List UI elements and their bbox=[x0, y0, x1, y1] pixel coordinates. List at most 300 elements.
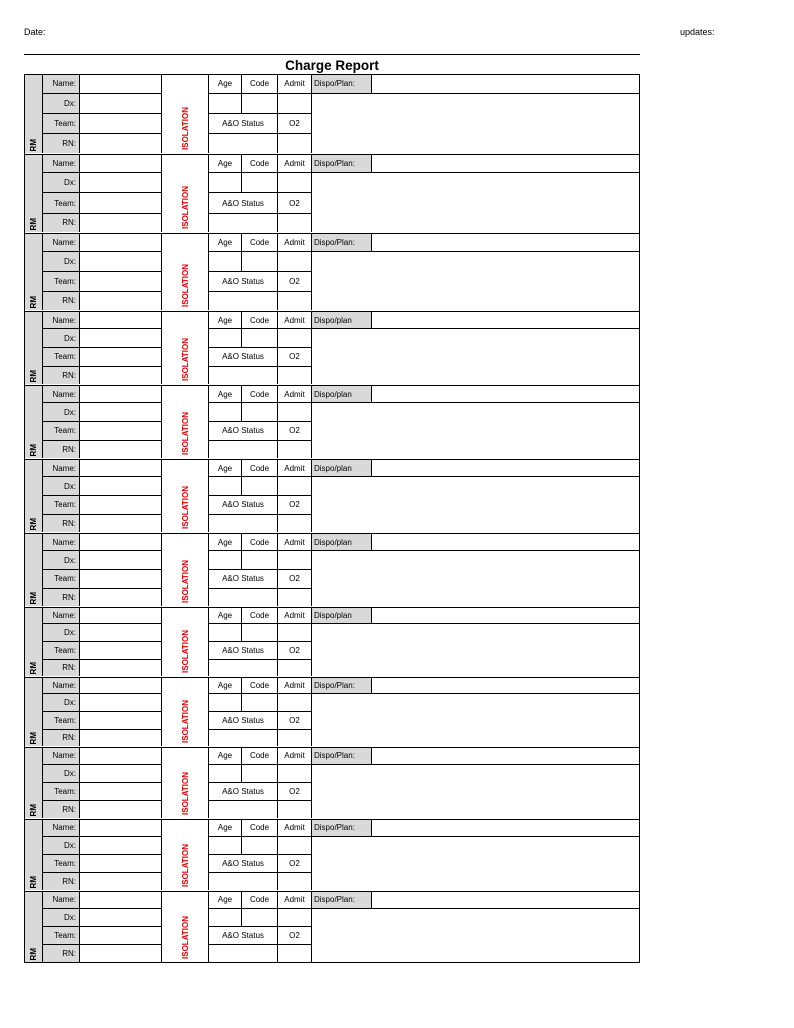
dispo-field[interactable] bbox=[372, 460, 639, 477]
isolation-text: ISOLATION bbox=[180, 916, 190, 959]
plan-area[interactable] bbox=[372, 765, 639, 818]
plan-area[interactable] bbox=[372, 403, 639, 458]
ao-status-field[interactable] bbox=[209, 214, 278, 232]
o2-field[interactable] bbox=[278, 515, 312, 532]
code-label: Code bbox=[242, 234, 278, 252]
dx-label: Dx: bbox=[43, 329, 80, 348]
plan-left-area[interactable] bbox=[312, 909, 372, 962]
plan-area[interactable] bbox=[372, 173, 639, 232]
dispo-field[interactable] bbox=[372, 155, 639, 173]
rn-field[interactable] bbox=[80, 441, 162, 458]
code-label: Code bbox=[242, 75, 278, 94]
dispo-label: Dispo/Plan: bbox=[312, 234, 372, 252]
ao-status-label: A&O Status bbox=[209, 570, 278, 589]
rm-text: RM bbox=[29, 443, 38, 456]
rn-label: RN: bbox=[43, 441, 80, 458]
rn-label: RN: bbox=[43, 945, 80, 962]
name-label: Name: bbox=[43, 892, 80, 909]
rn-field[interactable] bbox=[80, 134, 162, 153]
rm-text: RM bbox=[29, 803, 38, 816]
plan-area[interactable] bbox=[372, 329, 639, 384]
admit-label: Admit bbox=[278, 75, 312, 94]
code-label: Code bbox=[242, 460, 278, 477]
admit-label: Admit bbox=[278, 234, 312, 252]
plan-left-area[interactable] bbox=[312, 837, 372, 890]
admit-label: Admit bbox=[278, 608, 312, 624]
team-label: Team: bbox=[43, 783, 80, 801]
isolation-label bbox=[162, 892, 209, 962]
age-label: Age bbox=[209, 234, 242, 252]
dx-field[interactable] bbox=[80, 94, 162, 114]
admit-label: Admit bbox=[278, 892, 312, 909]
dispo-label: Dispo/plan bbox=[312, 460, 372, 477]
name-field[interactable] bbox=[80, 678, 162, 694]
o2-field[interactable] bbox=[278, 134, 312, 153]
plan-area[interactable] bbox=[372, 694, 639, 746]
name-label: Name: bbox=[43, 748, 80, 765]
o2-label: O2 bbox=[278, 272, 312, 292]
patient-block bbox=[24, 819, 640, 891]
isolation-label bbox=[162, 234, 209, 310]
age-field[interactable] bbox=[209, 765, 242, 783]
isolation-text: ISOLATION bbox=[180, 107, 190, 150]
isolation-label bbox=[162, 460, 209, 532]
rn-label: RN: bbox=[43, 660, 80, 676]
rn-label: RN: bbox=[43, 873, 80, 890]
admit-label: Admit bbox=[278, 386, 312, 403]
code-field[interactable] bbox=[242, 173, 278, 193]
code-field[interactable] bbox=[242, 252, 278, 272]
patient-block bbox=[24, 533, 640, 607]
ao-status-label: A&O Status bbox=[209, 712, 278, 730]
team-field[interactable] bbox=[80, 114, 162, 134]
admit-label: Admit bbox=[278, 312, 312, 329]
rm-text: RM bbox=[29, 661, 38, 674]
plan-left-area[interactable] bbox=[312, 252, 372, 310]
admit-label: Admit bbox=[278, 820, 312, 837]
team-field[interactable] bbox=[80, 496, 162, 515]
dispo-field[interactable] bbox=[372, 608, 639, 624]
dx-label: Dx: bbox=[43, 403, 80, 422]
dispo-field[interactable] bbox=[372, 534, 639, 551]
rn-field[interactable] bbox=[80, 660, 162, 676]
patient-block bbox=[24, 677, 640, 747]
team-label: Team: bbox=[43, 642, 80, 660]
age-label: Age bbox=[209, 75, 242, 94]
name-label: Name: bbox=[43, 155, 80, 173]
admit-field[interactable] bbox=[278, 329, 312, 348]
rm-label bbox=[25, 534, 43, 606]
dx-field[interactable] bbox=[80, 477, 162, 496]
dx-field[interactable] bbox=[80, 837, 162, 855]
rm-label bbox=[25, 678, 43, 746]
o2-label: O2 bbox=[278, 348, 312, 367]
rm-label bbox=[25, 312, 43, 384]
rn-label: RN: bbox=[43, 214, 80, 232]
age-label: Age bbox=[209, 312, 242, 329]
name-field[interactable] bbox=[80, 386, 162, 403]
name-field[interactable] bbox=[80, 75, 162, 94]
admit-field[interactable] bbox=[278, 403, 312, 422]
rm-text: RM bbox=[29, 369, 38, 382]
updates-label: updates: bbox=[680, 27, 715, 37]
code-field[interactable] bbox=[242, 909, 278, 927]
age-label: Age bbox=[209, 820, 242, 837]
plan-area[interactable] bbox=[372, 624, 639, 676]
patient-block bbox=[24, 459, 640, 533]
patient-block bbox=[24, 311, 640, 385]
code-label: Code bbox=[242, 155, 278, 173]
isolation-label bbox=[162, 312, 209, 384]
dx-label: Dx: bbox=[43, 252, 80, 272]
o2-field[interactable] bbox=[278, 589, 312, 606]
age-label: Age bbox=[209, 155, 242, 173]
ao-status-field[interactable] bbox=[209, 367, 278, 384]
age-field[interactable] bbox=[209, 94, 242, 114]
plan-area[interactable] bbox=[372, 477, 639, 532]
patient-block bbox=[24, 891, 640, 963]
isolation-text: ISOLATION bbox=[180, 560, 190, 603]
rn-label: RN: bbox=[43, 515, 80, 532]
admit-field[interactable] bbox=[278, 909, 312, 927]
team-field[interactable] bbox=[80, 927, 162, 945]
name-field[interactable] bbox=[80, 234, 162, 252]
dispo-field[interactable] bbox=[372, 386, 639, 403]
o2-field[interactable] bbox=[278, 873, 312, 890]
isolation-text: ISOLATION bbox=[180, 700, 190, 743]
rm-text: RM bbox=[29, 217, 38, 230]
team-label: Team: bbox=[43, 422, 80, 441]
patient-block bbox=[24, 154, 640, 233]
code-label: Code bbox=[242, 386, 278, 403]
admit-label: Admit bbox=[278, 748, 312, 765]
age-label: Age bbox=[209, 678, 242, 694]
dx-field[interactable] bbox=[80, 252, 162, 272]
age-field[interactable] bbox=[209, 624, 242, 642]
age-field[interactable] bbox=[209, 403, 242, 422]
dx-field[interactable] bbox=[80, 765, 162, 783]
age-label: Age bbox=[209, 386, 242, 403]
isolation-label bbox=[162, 386, 209, 458]
dispo-label: Dispo/Plan: bbox=[312, 155, 372, 173]
team-label: Team: bbox=[43, 927, 80, 945]
isolation-label bbox=[162, 678, 209, 746]
ao-status-field[interactable] bbox=[209, 515, 278, 532]
dx-label: Dx: bbox=[43, 765, 80, 783]
ao-status-label: A&O Status bbox=[209, 855, 278, 873]
admit-field[interactable] bbox=[278, 624, 312, 642]
dx-field[interactable] bbox=[80, 694, 162, 712]
code-field[interactable] bbox=[242, 403, 278, 422]
o2-field[interactable] bbox=[278, 214, 312, 232]
isolation-label bbox=[162, 608, 209, 676]
dx-field[interactable] bbox=[80, 329, 162, 348]
ao-status-field[interactable] bbox=[209, 441, 278, 458]
dispo-label: Dispo/plan bbox=[312, 608, 372, 624]
age-label: Age bbox=[209, 748, 242, 765]
dispo-field[interactable] bbox=[372, 892, 639, 909]
rm-text: RM bbox=[29, 875, 38, 888]
plan-left-area[interactable] bbox=[312, 173, 372, 232]
dx-label: Dx: bbox=[43, 837, 80, 855]
age-field[interactable] bbox=[209, 909, 242, 927]
o2-field[interactable] bbox=[278, 730, 312, 746]
code-field[interactable] bbox=[242, 765, 278, 783]
admit-label: Admit bbox=[278, 678, 312, 694]
plan-left-area[interactable] bbox=[312, 551, 372, 606]
team-label: Team: bbox=[43, 114, 80, 134]
isolation-text: ISOLATION bbox=[180, 412, 190, 455]
plan-left-area[interactable] bbox=[312, 765, 372, 818]
ao-status-label: A&O Status bbox=[209, 272, 278, 292]
ao-status-label: A&O Status bbox=[209, 348, 278, 367]
o2-field[interactable] bbox=[278, 292, 312, 310]
team-field[interactable] bbox=[80, 855, 162, 873]
dispo-field[interactable] bbox=[372, 75, 639, 94]
rm-label bbox=[25, 892, 43, 962]
rn-field[interactable] bbox=[80, 945, 162, 962]
o2-label: O2 bbox=[278, 642, 312, 660]
age-label: Age bbox=[209, 460, 242, 477]
admit-label: Admit bbox=[278, 155, 312, 173]
dx-label: Dx: bbox=[43, 173, 80, 193]
admit-field[interactable] bbox=[278, 477, 312, 496]
age-label: Age bbox=[209, 608, 242, 624]
dx-field[interactable] bbox=[80, 624, 162, 642]
team-field[interactable] bbox=[80, 193, 162, 213]
rn-field[interactable] bbox=[80, 873, 162, 890]
admit-field[interactable] bbox=[278, 551, 312, 570]
plan-left-area[interactable] bbox=[312, 94, 372, 153]
dispo-field[interactable] bbox=[372, 312, 639, 329]
dx-field[interactable] bbox=[80, 551, 162, 570]
dispo-field[interactable] bbox=[372, 820, 639, 837]
admit-label: Admit bbox=[278, 534, 312, 551]
isolation-label bbox=[162, 75, 209, 153]
team-label: Team: bbox=[43, 348, 80, 367]
rn-field[interactable] bbox=[80, 515, 162, 532]
age-field[interactable] bbox=[209, 173, 242, 193]
age-field[interactable] bbox=[209, 329, 242, 348]
plan-left-area[interactable] bbox=[312, 694, 372, 746]
plan-area[interactable] bbox=[372, 909, 639, 962]
name-label: Name: bbox=[43, 608, 80, 624]
o2-label: O2 bbox=[278, 114, 312, 134]
rn-field[interactable] bbox=[80, 292, 162, 310]
team-field[interactable] bbox=[80, 348, 162, 367]
name-field[interactable] bbox=[80, 608, 162, 624]
team-label: Team: bbox=[43, 496, 80, 515]
rn-field[interactable] bbox=[80, 589, 162, 606]
report-title: Charge Report bbox=[285, 58, 379, 73]
rm-text: RM bbox=[29, 947, 38, 960]
dispo-label: Dispo/Plan: bbox=[312, 748, 372, 765]
o2-field[interactable] bbox=[278, 367, 312, 384]
name-field[interactable] bbox=[80, 748, 162, 765]
dx-label: Dx: bbox=[43, 551, 80, 570]
age-label: Age bbox=[209, 892, 242, 909]
name-label: Name: bbox=[43, 75, 80, 94]
team-field[interactable] bbox=[80, 642, 162, 660]
name-field[interactable] bbox=[80, 820, 162, 837]
ao-status-field[interactable] bbox=[209, 134, 278, 153]
admit-field[interactable] bbox=[278, 694, 312, 712]
ao-status-label: A&O Status bbox=[209, 783, 278, 801]
dispo-field[interactable] bbox=[372, 678, 639, 694]
ao-status-field[interactable] bbox=[209, 801, 278, 818]
patient-block bbox=[24, 607, 640, 677]
dx-field[interactable] bbox=[80, 173, 162, 193]
patient-block bbox=[24, 385, 640, 459]
rn-label: RN: bbox=[43, 801, 80, 818]
code-field[interactable] bbox=[242, 624, 278, 642]
name-label: Name: bbox=[43, 312, 80, 329]
dx-label: Dx: bbox=[43, 94, 80, 114]
team-field[interactable] bbox=[80, 712, 162, 730]
plan-left-area[interactable] bbox=[312, 403, 372, 458]
team-field[interactable] bbox=[80, 422, 162, 441]
code-label: Code bbox=[242, 608, 278, 624]
rm-text: RM bbox=[29, 591, 38, 604]
name-field[interactable] bbox=[80, 155, 162, 173]
rm-label bbox=[25, 748, 43, 818]
isolation-label bbox=[162, 820, 209, 890]
rn-field[interactable] bbox=[80, 801, 162, 818]
plan-area[interactable] bbox=[372, 252, 639, 310]
isolation-text: ISOLATION bbox=[180, 186, 190, 229]
isolation-text: ISOLATION bbox=[180, 772, 190, 815]
dispo-field[interactable] bbox=[372, 748, 639, 765]
name-label: Name: bbox=[43, 678, 80, 694]
code-field[interactable] bbox=[242, 551, 278, 570]
code-field[interactable] bbox=[242, 94, 278, 114]
patient-block bbox=[24, 233, 640, 311]
rm-label bbox=[25, 608, 43, 676]
admit-field[interactable] bbox=[278, 765, 312, 783]
o2-field[interactable] bbox=[278, 801, 312, 818]
team-label: Team: bbox=[43, 570, 80, 589]
ao-status-field[interactable] bbox=[209, 945, 278, 962]
rm-text: RM bbox=[29, 517, 38, 530]
o2-label: O2 bbox=[278, 570, 312, 589]
rm-text: RM bbox=[29, 731, 38, 744]
age-field[interactable] bbox=[209, 551, 242, 570]
dx-field[interactable] bbox=[80, 403, 162, 422]
rm-label bbox=[25, 386, 43, 458]
team-label: Team: bbox=[43, 272, 80, 292]
o2-field[interactable] bbox=[278, 660, 312, 676]
admit-field[interactable] bbox=[278, 252, 312, 272]
code-label: Code bbox=[242, 748, 278, 765]
o2-label: O2 bbox=[278, 712, 312, 730]
title-rule bbox=[24, 54, 640, 55]
plan-area[interactable] bbox=[372, 837, 639, 890]
dispo-label: Dispo/plan bbox=[312, 312, 372, 329]
dx-field[interactable] bbox=[80, 909, 162, 927]
code-field[interactable] bbox=[242, 329, 278, 348]
plan-left-area[interactable] bbox=[312, 329, 372, 384]
name-field[interactable] bbox=[80, 892, 162, 909]
rn-label: RN: bbox=[43, 134, 80, 153]
team-field[interactable] bbox=[80, 570, 162, 589]
rm-label bbox=[25, 234, 43, 310]
ao-status-label: A&O Status bbox=[209, 927, 278, 945]
team-label: Team: bbox=[43, 193, 80, 213]
name-field[interactable] bbox=[80, 312, 162, 329]
isolation-label bbox=[162, 748, 209, 818]
ao-status-field[interactable] bbox=[209, 730, 278, 746]
code-field[interactable] bbox=[242, 837, 278, 855]
o2-field[interactable] bbox=[278, 441, 312, 458]
name-field[interactable] bbox=[80, 534, 162, 551]
rn-label: RN: bbox=[43, 589, 80, 606]
o2-field[interactable] bbox=[278, 945, 312, 962]
date-label: Date: bbox=[24, 27, 46, 37]
team-label: Team: bbox=[43, 855, 80, 873]
admit-field[interactable] bbox=[278, 837, 312, 855]
ao-status-field[interactable] bbox=[209, 589, 278, 606]
admit-label: Admit bbox=[278, 460, 312, 477]
age-field[interactable] bbox=[209, 252, 242, 272]
rn-label: RN: bbox=[43, 367, 80, 384]
isolation-text: ISOLATION bbox=[180, 844, 190, 887]
plan-left-area[interactable] bbox=[312, 477, 372, 532]
name-label: Name: bbox=[43, 534, 80, 551]
plan-area[interactable] bbox=[372, 551, 639, 606]
name-label: Name: bbox=[43, 820, 80, 837]
dx-label: Dx: bbox=[43, 624, 80, 642]
plan-area[interactable] bbox=[372, 94, 639, 153]
team-field[interactable] bbox=[80, 272, 162, 292]
dispo-label: Dispo/Plan: bbox=[312, 75, 372, 94]
rm-label bbox=[25, 155, 43, 232]
team-field[interactable] bbox=[80, 783, 162, 801]
ao-status-field[interactable] bbox=[209, 873, 278, 890]
dispo-label: Dispo/Plan: bbox=[312, 892, 372, 909]
code-label: Code bbox=[242, 820, 278, 837]
dispo-field[interactable] bbox=[372, 234, 639, 252]
isolation-text: ISOLATION bbox=[180, 630, 190, 673]
rm-label bbox=[25, 820, 43, 890]
rn-field[interactable] bbox=[80, 367, 162, 384]
isolation-text: ISOLATION bbox=[180, 338, 190, 381]
admit-field[interactable] bbox=[278, 94, 312, 114]
name-field[interactable] bbox=[80, 460, 162, 477]
age-field[interactable] bbox=[209, 477, 242, 496]
plan-left-area[interactable] bbox=[312, 624, 372, 676]
rn-field[interactable] bbox=[80, 730, 162, 746]
dx-label: Dx: bbox=[43, 694, 80, 712]
code-field[interactable] bbox=[242, 477, 278, 496]
admit-field[interactable] bbox=[278, 173, 312, 193]
age-field[interactable] bbox=[209, 694, 242, 712]
isolation-label bbox=[162, 534, 209, 606]
isolation-text: ISOLATION bbox=[180, 486, 190, 529]
dx-label: Dx: bbox=[43, 477, 80, 496]
name-label: Name: bbox=[43, 460, 80, 477]
code-label: Code bbox=[242, 892, 278, 909]
ao-status-field[interactable] bbox=[209, 292, 278, 310]
code-field[interactable] bbox=[242, 694, 278, 712]
o2-label: O2 bbox=[278, 193, 312, 213]
name-label: Name: bbox=[43, 234, 80, 252]
rn-field[interactable] bbox=[80, 214, 162, 232]
ao-status-field[interactable] bbox=[209, 660, 278, 676]
age-field[interactable] bbox=[209, 837, 242, 855]
o2-label: O2 bbox=[278, 496, 312, 515]
rm-text: RM bbox=[29, 295, 38, 308]
dispo-label: Dispo/Plan: bbox=[312, 678, 372, 694]
